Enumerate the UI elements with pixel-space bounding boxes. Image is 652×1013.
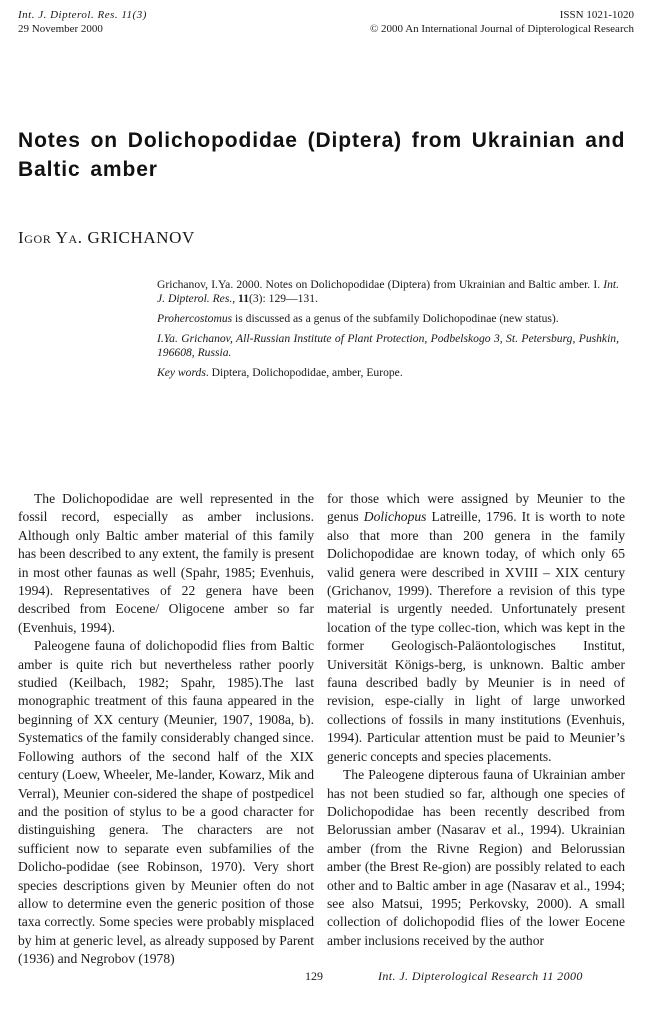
paragraph-text: for those which were assigned by Meunier to the genus xyxy=(327,491,625,525)
citation xyxy=(157,278,619,306)
page-number: 129 xyxy=(305,969,323,983)
keywords xyxy=(157,366,619,380)
publication-date: 29 November 2000 xyxy=(18,23,103,35)
summary-genus: Prohercostomus xyxy=(157,312,233,325)
citation-sep: , xyxy=(232,292,239,305)
citation-text: Grichanov, I.Ya. 2000. Notes on Dolichopodidae (Diptera) from Ukrainian and Baltic amber. I. xyxy=(157,278,604,291)
article-title: Notes on Dolichopodidae (Diptera) from Ukrainian and Baltic amber xyxy=(18,129,626,181)
abstract-block xyxy=(157,278,619,386)
summary-text: is discussed as a genus of the subfamily Dolichopodinae (new status). xyxy=(232,312,559,325)
body-column-left xyxy=(18,490,314,969)
citation-journal: Int. J. Dipterol. Res. xyxy=(157,278,619,305)
running-header-left xyxy=(18,8,147,36)
issn: ISSN 1021-1020 xyxy=(559,9,634,21)
paragraph-text: Latreille, 1796. It is worth to note also that more than 200 genera in the family Dolichopodidae are known today, of which only 65 valid genera were described in XVIII – XIX century (Grichanov, 1999). Therefore a revision of this type material is urgently needed. Unfortunately present location of the type collec-tion, which was kept in the former Geologisch-Paläontologisches Institut, Universität Königs-berg, is unknown. Baltic amber fauna described badly by Meunier is in need of revision, espe-cially in light of large unworked collections of fossils in many institutions (Evenhuis, 1994). Particular attention must be paid to Meunier’s generic concepts and species placements. xyxy=(327,509,625,764)
summary xyxy=(157,312,619,326)
keywords-label: Key words xyxy=(157,366,206,379)
paragraph: Paleogene fauna of dolichopodid flies from Baltic amber is quite rich but nevertheless rather poorly studied (Keilbach, 1982; Spahr, 1985).The last monographic treatment of this fauna appeared in the beginning of XX century (Meunier, 1907, 1908a, b). Systematics of the family considerably changed since. Following authors of the second half of the XIX century (Loew, Wheeler, Me-lander, Kowarz, Mik and Verral), Meunier con-sidered the shape of postpedicel and the position of stylus to be a good character for distinguishing genera. The characters are not sufficient now to separate even subfamilies of the Dolicho-podidae (see Robinson, 1970). Very short species descriptions given by Meunier often do not allow to determine even the generic position of those taxa correctly. Some species were probably misplaced by him at generic level, as already supposed by Parent (1936) and Negrobov (1978) xyxy=(18,638,314,967)
journal-citation: Int. J. Dipterol. Res. 11(3) xyxy=(18,9,147,21)
author-address: I.Ya. Grichanov, All-Russian Institute of Plant Protection, Podbelskogo 3, St. Petersburg, Pushkin, 196608, Russia. xyxy=(157,332,619,359)
copyright-line: © 2000 An International Journal of Dipterological Research xyxy=(369,23,634,35)
article-author: Igor Ya. GRICHANOV xyxy=(18,228,195,247)
genus-name: Dolichopus xyxy=(363,509,427,525)
citation-volume: 11 xyxy=(238,292,250,305)
paragraph: The Paleogene dipterous fauna of Ukrainian amber has not been studied so far, although one species of Dolichopodidae has been recently described from Belorussian amber (Nasarav et al., 1994). Ukrainian amber (from the Rivne Region) and Belorussian amber (the Brest Re-gion) are possibly related to each other and to Baltic amber in age (Nasarav et al., 1994; see also Matsui, 1995; Perkovsky, 2000). A small collection of dolichopodid flies of the lower Eocene amber inclusions received by the author xyxy=(327,767,625,948)
citation-pages: (3): 129—131. xyxy=(249,292,318,305)
footer-journal: Int. J. Dipterological Research 11 2000 xyxy=(378,969,583,983)
keywords-list: . Diptera, Dolichopodidae, amber, Europe. xyxy=(205,366,403,379)
paragraph xyxy=(327,490,625,766)
paragraph: The Dolichopodidae are well represented in the fossil record, especially as amber inclusions. Although only Baltic amber material of this family has been described to any extent, the family is present in most other faunas as well (Spahr, 1985; Evenhuis, 1994). Representatives of 22 genera have been described from Eocene/ Oligocene amber so far (Evenhuis, 1994). xyxy=(18,491,314,635)
body-column-right xyxy=(327,490,625,950)
running-header-right xyxy=(370,8,634,36)
